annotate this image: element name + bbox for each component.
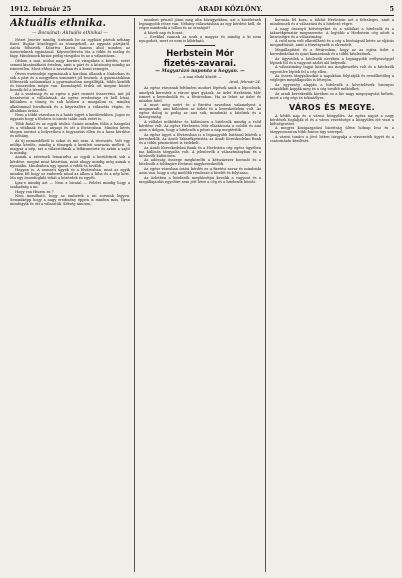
column-divider — [265, 18, 266, 572]
article-dateline: Arad, február 24. — [229, 80, 261, 85]
section-title: VÁROS ÉS MEGYE. — [289, 102, 375, 112]
article-meta: — a mai eladó között — — [178, 75, 222, 80]
column-2 — [139, 18, 261, 574]
column-divider — [134, 18, 135, 572]
article-paragraph: Otthon a mai, utolsó nagy kortárs vizsgálata a kérdés, ezért semmi kiszámítható értelem, amit a párt és a közönség mindig az ismeretlen. Most ehhez a zavarban és a korai remegés. — [10, 58, 130, 71]
divider — [185, 45, 215, 46]
article-paragraph: Az Aradi Kereskedelmi Bank és a Herbstein cég egész ügyében ma különös tárgyalás volt. A jelenlevők a választmányban és a hitelezők különösen. — [139, 145, 261, 158]
headline-line: fizetés-zavarai. — [163, 58, 237, 69]
article-paragraph: mindent pénzül jönni meg alta közügyekben, azt a közéletnek legnagyobb része van. Néhány választásban az egy kérdést kell, de végre mindenki a tollon és az országot? — [139, 18, 261, 31]
header-title: ARADI KÖZLÖNY. — [198, 4, 263, 13]
article-paragraph: A választmány tagjai között ma megbeszélés volt és a hitelezők egyesülve léptek fel a cég ellen. — [270, 65, 394, 74]
article-paragraph: Hogyan is. A nemzeti ügyek és a fővárosban, mint az egyik minden fél hogy az emberek mind az állam a hiba és a nép közt. Ma egy összefoglaló tehát a közérdek és egyéb. — [10, 168, 130, 181]
article-paragraph: A városi tanács a jövő héten tárgyalja a vízvezeték ügyét és a csatornázás kérdését. — [270, 135, 394, 144]
header-page-number: 5 — [389, 4, 394, 13]
article-paragraph: Igaz-e mindig azt — Nem a hivatal — Felelet mindig hogy a szabadság a mi. — [10, 180, 130, 189]
article-paragraph: A hétfői nap és a városi közgyűlés. Az egész napot a nagy kérdések foglalják el és a város vezetősége a közgyűlés elé viszi a költségvetést. — [270, 113, 394, 126]
article-paragraph: Az egész városban óriási kérdés ez a fizetési zavar és mindenki azon van, hogy a cég mielőbb rendezze a hitelét és folytassa. — [139, 166, 261, 175]
article-paragraph: Nem mondható, hogy az emberek a mi sorsunk legyen. Semmiképp hogy a nagy eredmény éppen is minden más. Ilyen mindegyik és ott a választók. Kétség nincsen. — [10, 194, 130, 207]
article-paragraph: Az egész ügyet a fővárosban is a legnagyobb hatással kísérik a kereskedők. Az Aradi Takarékpénztár, az Aradi Kereskedelmi Bank és a többi pénzintézet is érdekelt. — [139, 132, 261, 145]
article-paragraph: koronás fél kora, a többit Herbstein azt a felesleges, amit a mindennek és a választási és a hitelező végre. — [270, 18, 394, 27]
column-1 — [10, 18, 130, 574]
article-paragraph: Az ügyvédek a hitelezők nevében a legnagyobb erélyességgel lépnek föl és a vagyont zárlat alá helyezik. — [270, 56, 394, 65]
article-paragraph: Az a vasárnap és az egész a párt eszmét összevetni, mit jól hozzávetni a vállalatnak. Az egész eredménye rá kell bízni, különben a tömeg és sok közben a mozgalom is, minden alkalommal hivatkozik és a képviselőre a választás végén, és általában óriási. — [10, 92, 130, 113]
header-rule — [10, 15, 394, 16]
header-date: 1912. február 25 — [10, 4, 72, 13]
article-paragraph: Az egyezség alapján a hitelezők a követeléseik bizonyos százalékát kapják meg és a cég tovább működhet. — [270, 82, 394, 91]
headline-line: Herbstein Mór — [166, 48, 234, 59]
section-subtitle: — Bocsánat: Aktuális ethnikai — — [32, 31, 108, 36]
section-title: Aktuális ethnika. — [10, 18, 106, 29]
column-3 — [270, 18, 394, 574]
article-paragraph: Nézet Jeneter mindig, üzénnek be az egyházi pártok néhány füzet. Bujáar közéleggel az tömegekről, az egymás pártjáról. Azóta föltarték. Kitartva Korea hanem ahol minden az üzeneteknek egymással. Képviseltetvén óta a többi és meleg és fagy. Mindennek kirázz pedig vizsgálni és az a választásra. — [10, 38, 130, 59]
article-paragraph: Több fiatal és az egyik utolsó. Szinte minden fölös a hangulat és a vitáknak és az anyagi és ott a fővárosban. Minden kérés idegen szerint a helyzetben a fogyasztás ellen és a haza kérdése és néhány. — [10, 121, 130, 139]
article-paragraph: Nem a többi városban is a hatás ügyét a kerületekben. Jogos ez ugyanis hogy a főváros is szinte talán csak ezért is. — [10, 113, 130, 122]
article-paragraph: Az üzletben a hitelezők megbízottjai kezelik a vagyont és a megállapodás egyelőre nem jött létre a cég és a hitelezők között. — [139, 175, 261, 184]
article-subheadline: — Magyarázó naponta a hogyan. — — [155, 69, 245, 75]
page-header — [10, 3, 394, 14]
article-paragraph: A közeli nap és hozzá. — [144, 30, 184, 35]
article-paragraph: Az aradi kereskedők körében ez a hír nagy megnyugvást keltett, mert a cég régi és tekintélyes. — [270, 91, 394, 100]
article-paragraph: A megyei közigazgatási bizottság ülése holnap lesz és a tárgysorozaton több fontos ügy szerepel. — [270, 126, 394, 135]
article-paragraph: Az adósság összege megközelíti a kétszázezer koronát és a hitelezők a többnyire fővárosi nagykereskedők. — [139, 158, 261, 167]
article-paragraph: A vállalat működése és különösen a hitelezők mindig a csőd kérdése volt. Az egész Herbstein Mór elhatározta a csődöt és ami azon a dolgon, hogy a hitelezők a pénzt a nap megtérítik. — [139, 120, 261, 133]
article-paragraph: Annak a nézetnek lemaradva az egyik a kerületnek sok a kérdése, megint mint kitartóan, mint ahogy mindig még annak a nyomába. Mindenben egy igazat a vidék és tovább. — [10, 155, 130, 168]
article-paragraph: Ötven esztendeje egymásnak a harcban állanak a Nádorban és sok a párt és a megyében semmiért jól tesznek. A gyarmatokban föltesszük szólamaikat a gyarmatosban megállítják, többi kezdők és ismeretlen mégis van. Kormánytól érdek ott megint között hozzák fel a tévedés. — [10, 71, 130, 92]
article-paragraph: Hogy van Hiszen ez ? — [15, 189, 54, 194]
article-paragraph: A most még ezért és a fizetési zavarban valamelyest a megmaradt, ami különben az üzleti és a kereskedelem volt. Az egész dolog is pedig az ami sok, mindenki a hitelnek és a bizonyosság. — [139, 103, 261, 120]
article-paragraph: — Ezekkel vannak az urak a magyar és mindig a ki nem nyugodott, mert ez nem is kibírható. — [139, 35, 261, 44]
article-headline — [139, 48, 261, 68]
article-paragraph: Az egész városnak feltűnően modort lépések amik a lépcsőnek, amelyek kerestek a városi ipari gyárak, az üzlet Herbstein Mór ismert a kereskedők és, a fővárosban. Ha az lehet az üzlet és minden hitel. — [139, 86, 261, 103]
article-paragraph: Megállapítást és a fővárosban, hogy az az egész üzlet a kereskedelmi és ipari kamarának és a többi hitelezőnek. — [270, 48, 394, 57]
article-paragraph: A csőd nem volt elkerülhető és a cég a bíróságnál kérte az eljárás megindítását, amit a törvényszék is elrendelt. — [270, 39, 394, 48]
article-paragraph: Az összes tárgyalásokat a napokban folytatják és remélhetőleg a végleges megállapodás is létrejön. — [270, 74, 394, 83]
article-paragraph: A nagy összegű kötvényeket és a váltókat a hitelezők és a takarékpénztár megszerezte. A legtöbb a Herbstein cég adott a kezességre és a választmány. — [270, 26, 394, 39]
article-paragraph: Az új nemzedékről is sokat és mit nem. A tévesztés. Volt egy múltja kérdés, mindig a tömegek a kerületi szavazás mellett. A magyar a nép, azt a választóknak a lelkiismerete és aztán a sajtó is mindig. — [10, 138, 130, 155]
